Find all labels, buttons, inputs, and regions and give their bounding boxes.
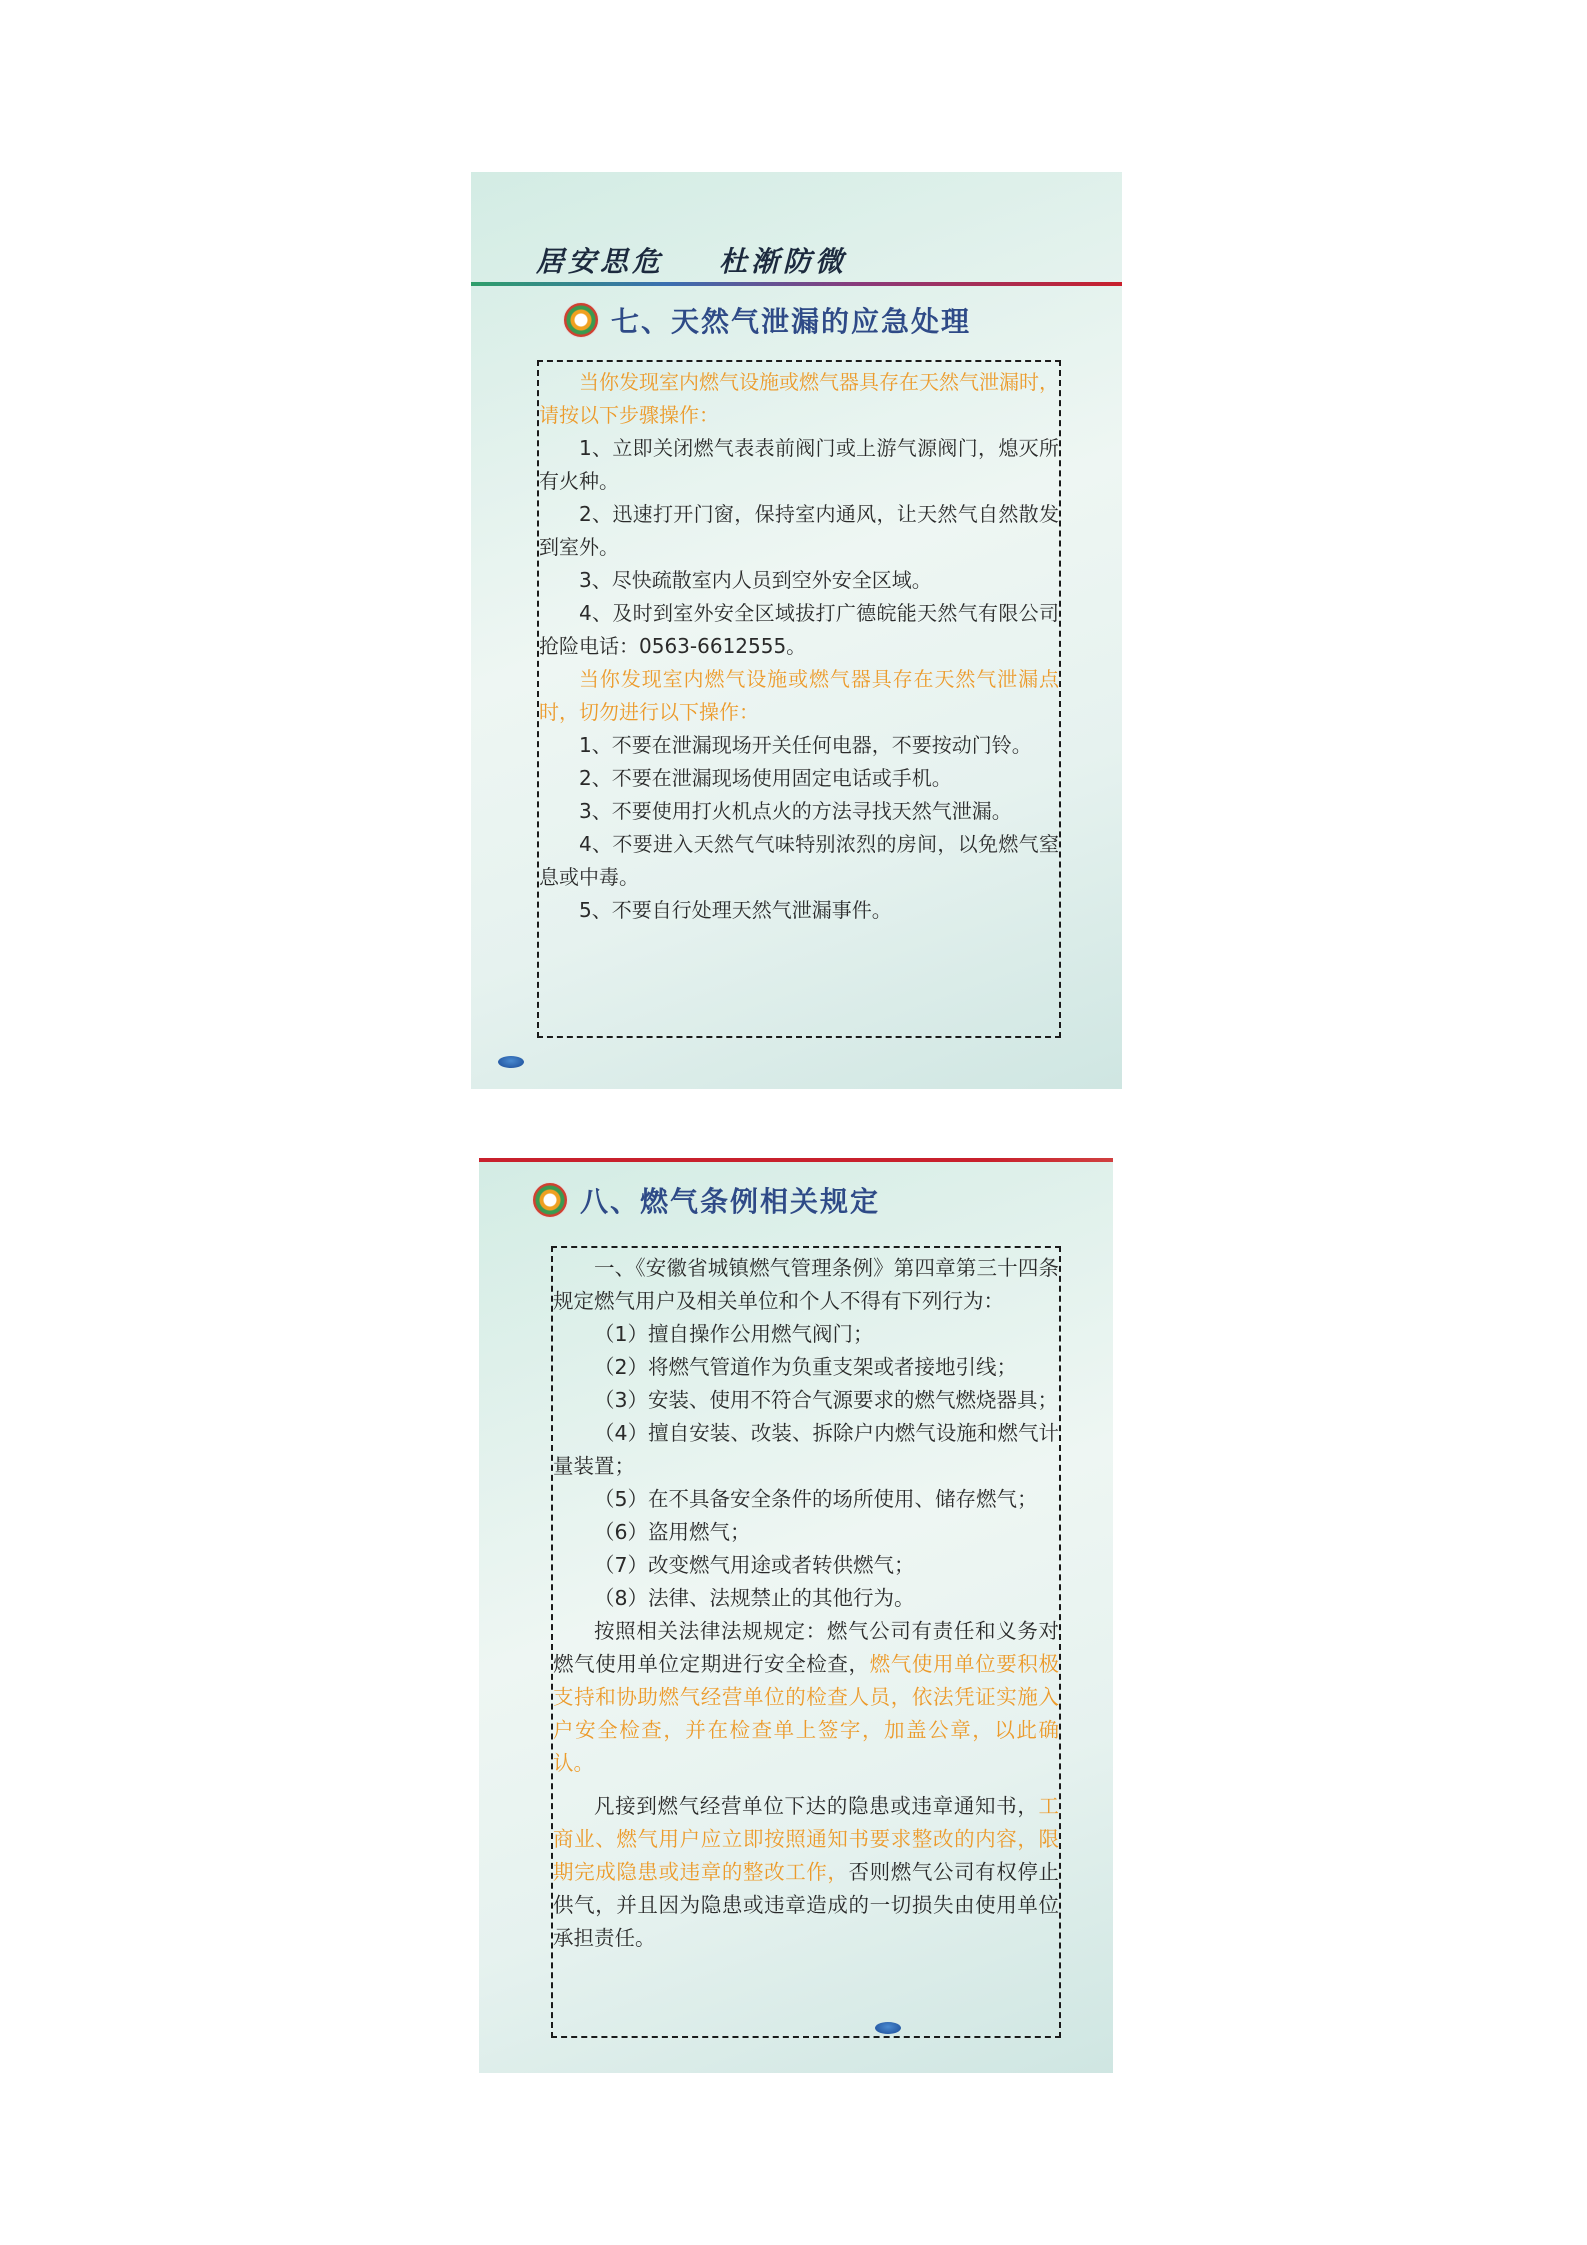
section-title: 八、燃气条例相关规定 [580, 1185, 881, 1218]
list-item: （1）擅自操作公用燃气阀门； [594, 1322, 874, 1346]
list-item: （5）在不具备安全条件的场所使用、储存燃气； [594, 1487, 1038, 1511]
notice-highlight: 工商业、燃气用户应立即按照通知书要求整改的内容，限期完成隐患或违章的整改工作， [553, 1794, 1059, 1884]
regulation-content-box [551, 1246, 1061, 2038]
list-item: （6）盗用燃气； [594, 1520, 751, 1544]
paragraph: 当你发现室内燃气设施或燃气器具存在天然气泄漏点时，切勿进行以下操作： [539, 667, 1059, 724]
list-item: （2）将燃气管道作为负重支架或者接地引线； [594, 1355, 1018, 1379]
paragraph: 4、及时到室外安全区域拔打广德皖能天然气有限公司抢险电话：0563-6612555。 [539, 601, 1059, 658]
section-heading [563, 300, 971, 340]
header-divider [479, 1158, 1113, 1162]
paragraph: 1、不要在泄漏现场开关任何电器，不要按动门铃。 [579, 733, 1032, 757]
section-heading [532, 1180, 880, 1220]
paragraph: 当你发现室内燃气设施或燃气器具存在天然气泄漏时，请按以下步骤操作： [539, 370, 1059, 427]
list-item: （3）安装、使用不符合气源要求的燃气燃烧器具； [594, 1388, 1059, 1412]
paragraph: 5、不要自行处理天然气泄漏事件。 [579, 898, 892, 922]
intro-paragraph: 一、《安徽省城镇燃气管理条例》第四章第三十四条规定燃气用户及相关单位和个人不得有下列行为： [553, 1256, 1059, 1313]
company-logo-icon [563, 302, 599, 338]
slogan: 居安思危 杜渐防微 [536, 245, 847, 278]
page-marker-icon [875, 2022, 901, 2034]
notice-text-b: 否则燃气公司有权停止供气，并且因为隐患或违章造成的一切损失由使用单位承担责任。 [553, 1860, 1060, 1950]
paragraph: 1、立即关闭燃气表表前阀门或上游气源阀门，熄灭所有火种。 [539, 436, 1059, 493]
paragraph: 4、不要进入天然气气味特别浓烈的房间，以免燃气窒息或中毒。 [539, 832, 1059, 889]
emergency-content-box [537, 360, 1061, 1038]
inspection-text: 按照相关法律法规规定：燃气公司有责任和义务对燃气使用单位定期进行安全检查， [553, 1619, 1059, 1676]
list-item: （7）改变燃气用途或者转供燃气； [594, 1553, 915, 1577]
section-title: 七、天然气泄漏的应急处理 [611, 305, 972, 338]
paragraph: 3、不要使用打火机点火的方法寻找天然气泄漏。 [579, 799, 1012, 823]
paragraph: 2、迅速打开门窗，保持室内通风，让天然气自然散发到室外。 [539, 502, 1059, 559]
notice-text-a: 凡接到燃气经营单位下达的隐患或违章通知书， [594, 1794, 1039, 1818]
company-logo-icon [532, 1182, 568, 1218]
inspection-highlight: 燃气使用单位要积极支持和协助燃气经营单位的检查人员，依法凭证实施入户安全检查，并在检查单上签字，加盖公章，以此确认。 [553, 1652, 1060, 1775]
brochure-page-7 [471, 172, 1122, 1089]
paragraph: 2、不要在泄漏现场使用固定电话或手机。 [579, 766, 952, 790]
list-item: （4）擅自安装、改装、拆除户内燃气设施和燃气计量装置； [553, 1421, 1059, 1478]
page-marker-icon [498, 1056, 524, 1068]
notice-paragraph [553, 1790, 1059, 1955]
brochure-page-8 [479, 1158, 1113, 2073]
paragraph: 3、尽快疏散室内人员到空外安全区域。 [579, 568, 932, 592]
header-divider [471, 282, 1122, 286]
list-item: （8）法律、法规禁止的其他行为。 [594, 1586, 915, 1610]
inspection-paragraph [553, 1615, 1059, 1780]
